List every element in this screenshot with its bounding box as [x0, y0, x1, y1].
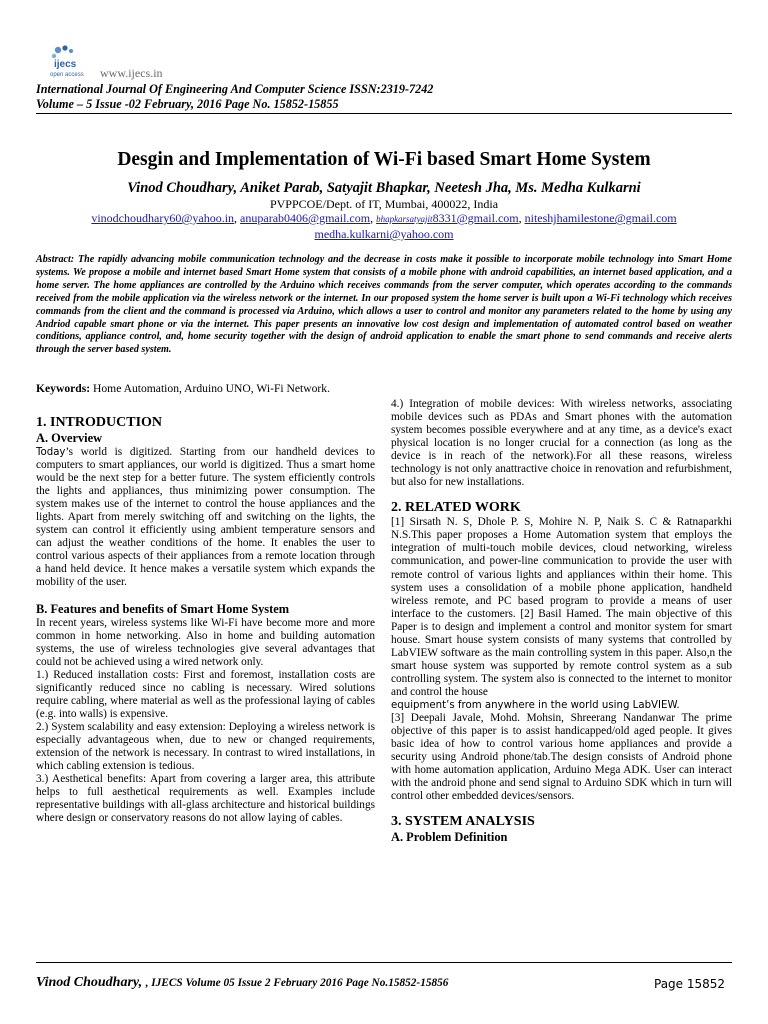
paragraph: [3] Deepali Javale, Mohd. Mohsin, Shreerang Nandanwar The prime objective of this paper is to assist handicapped/old aged people. It gives basic idea of how to control various home appliances and provide a security using Android phone/tab.The design consists of Android phone with home automation application, Arduino Mega ADK. User can interact with the android phone and send signal to Arduino SDK which in turn will control other embedded devices/sensors. — [391, 712, 732, 803]
email-separator: , — [370, 211, 377, 225]
paragraph: 1.) Reduced installation costs: First and foremost, installation costs are significantly reduced since no cabling is necessary. Wired solutions require cabling, where material as well as the professional laying of cables (e.g. into walls) is expensive. — [36, 668, 375, 720]
email-separator: , — [234, 211, 241, 225]
affiliation: PVPPCOE/Dept. of IT, Mumbai, 400022, India — [269, 197, 499, 211]
site-url[interactable]: www.ijecs.in — [100, 66, 163, 80]
paragraph: 2.) System scalability and easy extension: Deploying a wireless network is especially advantageous when, due to new or changed requirements, extension of the network is necessary. In contrast to wired installations, in which cabling extension is tedious. — [36, 720, 375, 773]
svg-text:ijecs: ijecs — [54, 59, 77, 70]
subsection-heading: A. Problem Definition — [391, 830, 508, 845]
section-heading: 2. RELATED WORK — [391, 500, 521, 516]
keywords-list: Home Automation, Arduino UNO, Wi-Fi Network. — [90, 382, 330, 395]
email-prefix: bhapkarsatyajit — [376, 214, 433, 224]
keywords-label: Keywords: — [36, 382, 91, 395]
footer-divider — [36, 962, 732, 963]
svg-text:open access: open access — [50, 72, 84, 78]
left-column — [36, 414, 375, 825]
paragraph: [1] Sirsath N. S, Dhole P. S, Mohire N. P, Naik S. C & Ratnaparkhi N.S.This paper proposes a Home Automation system that employs the integration of multi-touch mobile devices, cloud networking, wireless communication, and power-line communication to provide the user with remote control of various lights and appliances within their home. This system uses a consolidation of a mobile phone application, handheld wireless remote, and PC based program to provide a means of user interface to the customers. [2] Basil Hamed. The main objective of this Paper is to design and implement a control and monitor system for smart house. Smart house system consists of many systems that controlled by LabVIEW software as the main controlling system in this paper. Also,n the smart house system was supported by remote control system as a sub controlling system. The system also is connected to the internet to monitor and control the house — [391, 516, 732, 698]
volume-info: Volume – 5 Issue -02 February, 2016 Page No. 15852-15855 — [36, 97, 339, 111]
subsection-heading: B. Features and benefits of Smart Home System — [36, 601, 290, 616]
email-link[interactable]: niteshjhamilestone@gmail.com — [524, 211, 677, 225]
page-number: Page 15852 — [654, 977, 726, 991]
section-heading: 3. SYSTEM ANALYSIS — [391, 814, 535, 830]
subsection-heading: A. Overview — [36, 431, 103, 445]
keywords — [36, 382, 330, 395]
author-emails — [36, 211, 732, 242]
email-link[interactable] — [376, 211, 519, 225]
email-separator: , — [518, 211, 525, 225]
header-divider — [36, 113, 732, 114]
first-word: Today — [36, 447, 66, 458]
paragraph: 3.) Aesthetical benefits: Apart from covering a larger area, this attribute helps to full aesthetical requirements as well. Examples include representative buildings with all-glass architecture and historical buildings where design or conservatory reasons do not allow laying of cables. — [36, 773, 375, 825]
footer-journal: , IJECS Volume 05 Issue 2 February 2016 Page No.15852-15856 — [145, 977, 449, 989]
email-link[interactable]: medha.kulkarni@yahoo.com — [314, 227, 454, 241]
paragraph: equipment’s from anywhere in the world using LabVIEW. — [391, 699, 680, 711]
paper-title: Desgin and Implementation of Wi-Fi based Smart Home System — [117, 149, 651, 170]
journal-logo — [44, 42, 104, 78]
footer-citation — [36, 975, 448, 991]
email-link[interactable]: vinodchoudhary60@yahoo.in — [91, 211, 235, 225]
paragraph-text: ’s world is digitized. Starting from our handheld devices to computers to smart appliances, our world is digitized. Thus a smart home would be the next step for a better future. The system efficiently controls the lights and appliances, thus minimizing power consumption. The system makes use of the internet to control the house appliances and the lights. Apart from merely switching off and switching on the lights, the system can control it efficiently using ambient temperature sensors and can adjust the weather conditions of the home. It enables the user to control various aspects of their appliances from a remote location through a hand held device. It hence makes a versatile system which expands the mobility of the user. — [36, 446, 375, 589]
paragraph: 4.) Integration of mobile devices: With wireless networks, associating mobile devices such as PDAs and Smart phones with the automation system becomes possible everywhere and at any time, as a device's exact physical location is no longer crucial for a connection (as long as the device is in reach of the network).For all these reasons, wireless technology is not only anattractive choice in renovation and refurbishment, but also for new installations. — [391, 398, 732, 489]
paragraph: In recent years, wireless systems like Wi-Fi have become more and more common in home networking. Also in home and building automation systems, the use of wireless technologies give several advantages that could not be achieved using a wired network only. — [36, 616, 375, 668]
right-column — [391, 398, 732, 845]
section-heading: 1. INTRODUCTION — [36, 415, 163, 430]
journal-name: International Journal Of Engineering And Computer Science ISSN:2319-7242 — [36, 82, 434, 96]
footer-author: Vinod Choudhary, — [36, 975, 146, 990]
abstract: Abstract: The rapidly advancing mobile communication technology and the decrease in costs make it possible to incorporate mobile technology into Smart Home systems. We propose a mobile and internet based Smart Home system that consists of a mobile phone with android capabilities, an internet based application, and a home server. The home appliances are controlled by the Arduino which receives commands from the server computer, which operates according to the commands received from the mobile application via the wireless network or the internet. In our proposed system the home server is built upon a Wi-Fi technology which receives commands from the client and the command is processed via Arduino, which allows a user to control and monitor any parameters related to the home by using any Andriod capable smart phone or via the internet. This paper presents an innovative low cost design and implementation of automated control based on weather conditions, appliance control, and, home security together with the design of android application to enable the smart phone to send commands and receive alerts through the server based system. — [36, 254, 732, 356]
paragraph — [36, 446, 375, 590]
email-suffix: 8331@gmail.com — [432, 211, 519, 225]
paper-authors: Vinod Choudhary, Aniket Parab, Satyajit Bhapkar, Neetesh Jha, Ms. Medha Kulkarni — [127, 180, 641, 196]
email-link[interactable]: anuparab0406@gmail.com — [240, 211, 371, 225]
